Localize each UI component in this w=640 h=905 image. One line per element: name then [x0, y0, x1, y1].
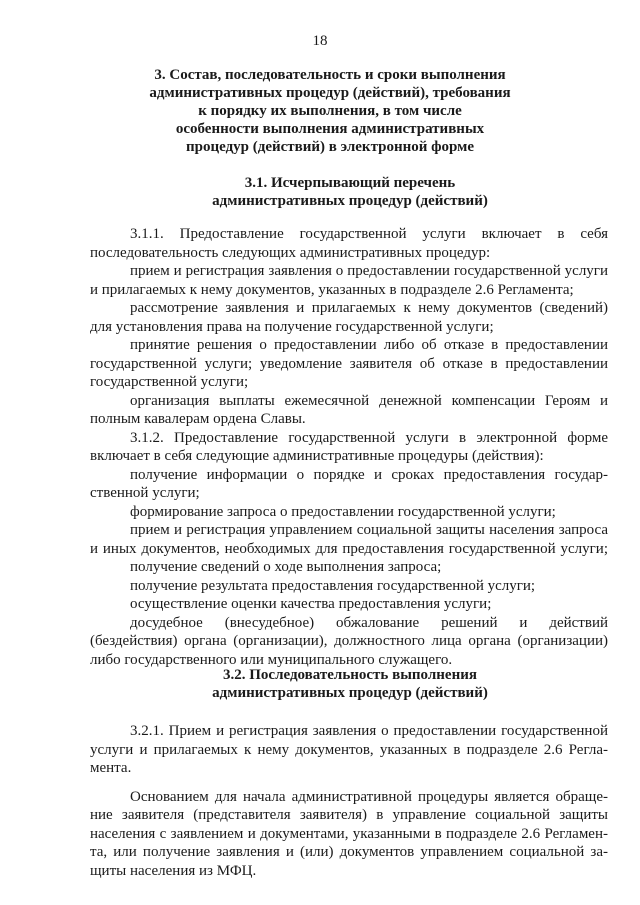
text-line: и иных документов, необходимых для предоставления государственной услуги;: [90, 540, 608, 557]
text-line: Основанием для начала административной процедуры является обраще-: [130, 788, 608, 805]
text-line: 3.1.1. Предоставление государственной услуги включает в себя: [130, 226, 608, 242]
text-line: государственной услуги;: [90, 374, 249, 390]
text-line: 3.2.1. Прием и регистрация заявления о предоставлении государственной: [130, 723, 608, 739]
text-line: (бездействия) органа (организации), должностного лица органа (организации): [90, 633, 608, 649]
text-line: осуществление оценки качества предоставления услуги;: [130, 596, 492, 612]
text-line: получение сведений о ходе выполнения запроса;: [130, 559, 442, 575]
text-line: щиты населения из МФЦ.: [90, 862, 257, 879]
chapter-title-line: 3. Состав, последовательность и сроки выполнения: [154, 67, 506, 83]
text-line: для установления права на получение государственной услуги;: [90, 318, 494, 335]
text-line: получение результата предоставления государственной услуги;: [130, 577, 536, 594]
text-line: либо государственного или муниципального служащего.: [90, 651, 453, 668]
text-line: услуги и прилагаемых к нему документов, указанных в подразделе 2.6 Регла-: [90, 741, 608, 758]
text-line: формирование запроса о предоставлении государственной услуги;: [130, 503, 556, 520]
text-line: последовательность следующих административных процедур:: [90, 244, 491, 261]
section-3-2-body: [90, 722, 608, 880]
chapter-title-line: особенности выполнения административных: [175, 121, 485, 137]
section-heading-line: административных процедур (действий): [212, 685, 488, 701]
text-line: полным кавалерам ордена Славы.: [90, 411, 306, 427]
text-line: принятие решения о предоставлении либо об отказе в предоставлении: [130, 337, 608, 353]
section-heading-line: административных процедур (действий): [212, 193, 488, 209]
section-3-1-body: [90, 225, 608, 669]
chapter-title-line: административных процедур (действий), требования: [149, 85, 511, 101]
text-line: ние заявителя (представителя заявителя) в управление социальной защиты: [90, 807, 608, 823]
text-line: и прилагаемых к нему документов, указанных в подразделе 2.6 Регламента;: [90, 281, 574, 298]
text-line: включает в себя следующие административные процедуры (действия):: [90, 448, 544, 464]
section-heading-line: 3.2. Последовательность выполнения: [223, 667, 477, 683]
text-line: получение информации о порядке и сроках предоставления государ-: [130, 466, 608, 483]
section-3-2-heading: [140, 666, 560, 702]
text-line: прием и регистрация заявления о предоставлении государственной услуги: [130, 263, 608, 279]
text-line: населения с заявлением и документами, указанными в подразделе 2.6 Регламен-: [90, 825, 608, 842]
text-line: та, или получение заявления и (или) документов управлением социальной за-: [90, 844, 608, 860]
chapter-title-line: процедур (действий) в электронной форме: [185, 139, 475, 155]
text-line: мента.: [90, 760, 132, 776]
text-line: прием и регистрация управлением социальной защиты населения запроса: [130, 522, 608, 538]
section-3-1-heading: [140, 174, 560, 210]
chapter-title-line: к порядку их выполнения, в том числе: [198, 103, 462, 119]
chapter-title: [100, 66, 560, 156]
text-line: 3.1.2. Предоставление государственной услуги в электронной форме: [130, 429, 608, 446]
page-number: 18: [312, 33, 328, 49]
text-line: государственной услуги; уведомление заявителя об отказе в предоставлении: [90, 355, 608, 372]
text-line: ственной услуги;: [90, 485, 200, 501]
text-line: организация выплаты ежемесячной денежной компенсации Героям и: [130, 392, 608, 409]
section-heading-line: 3.1. Исчерпывающий перечень: [244, 175, 456, 191]
text-line: рассмотрение заявления и прилагаемых к нему документов (сведений): [130, 300, 608, 316]
text-line: досудебное (внесудебное) обжалование решений и действий: [130, 614, 608, 631]
